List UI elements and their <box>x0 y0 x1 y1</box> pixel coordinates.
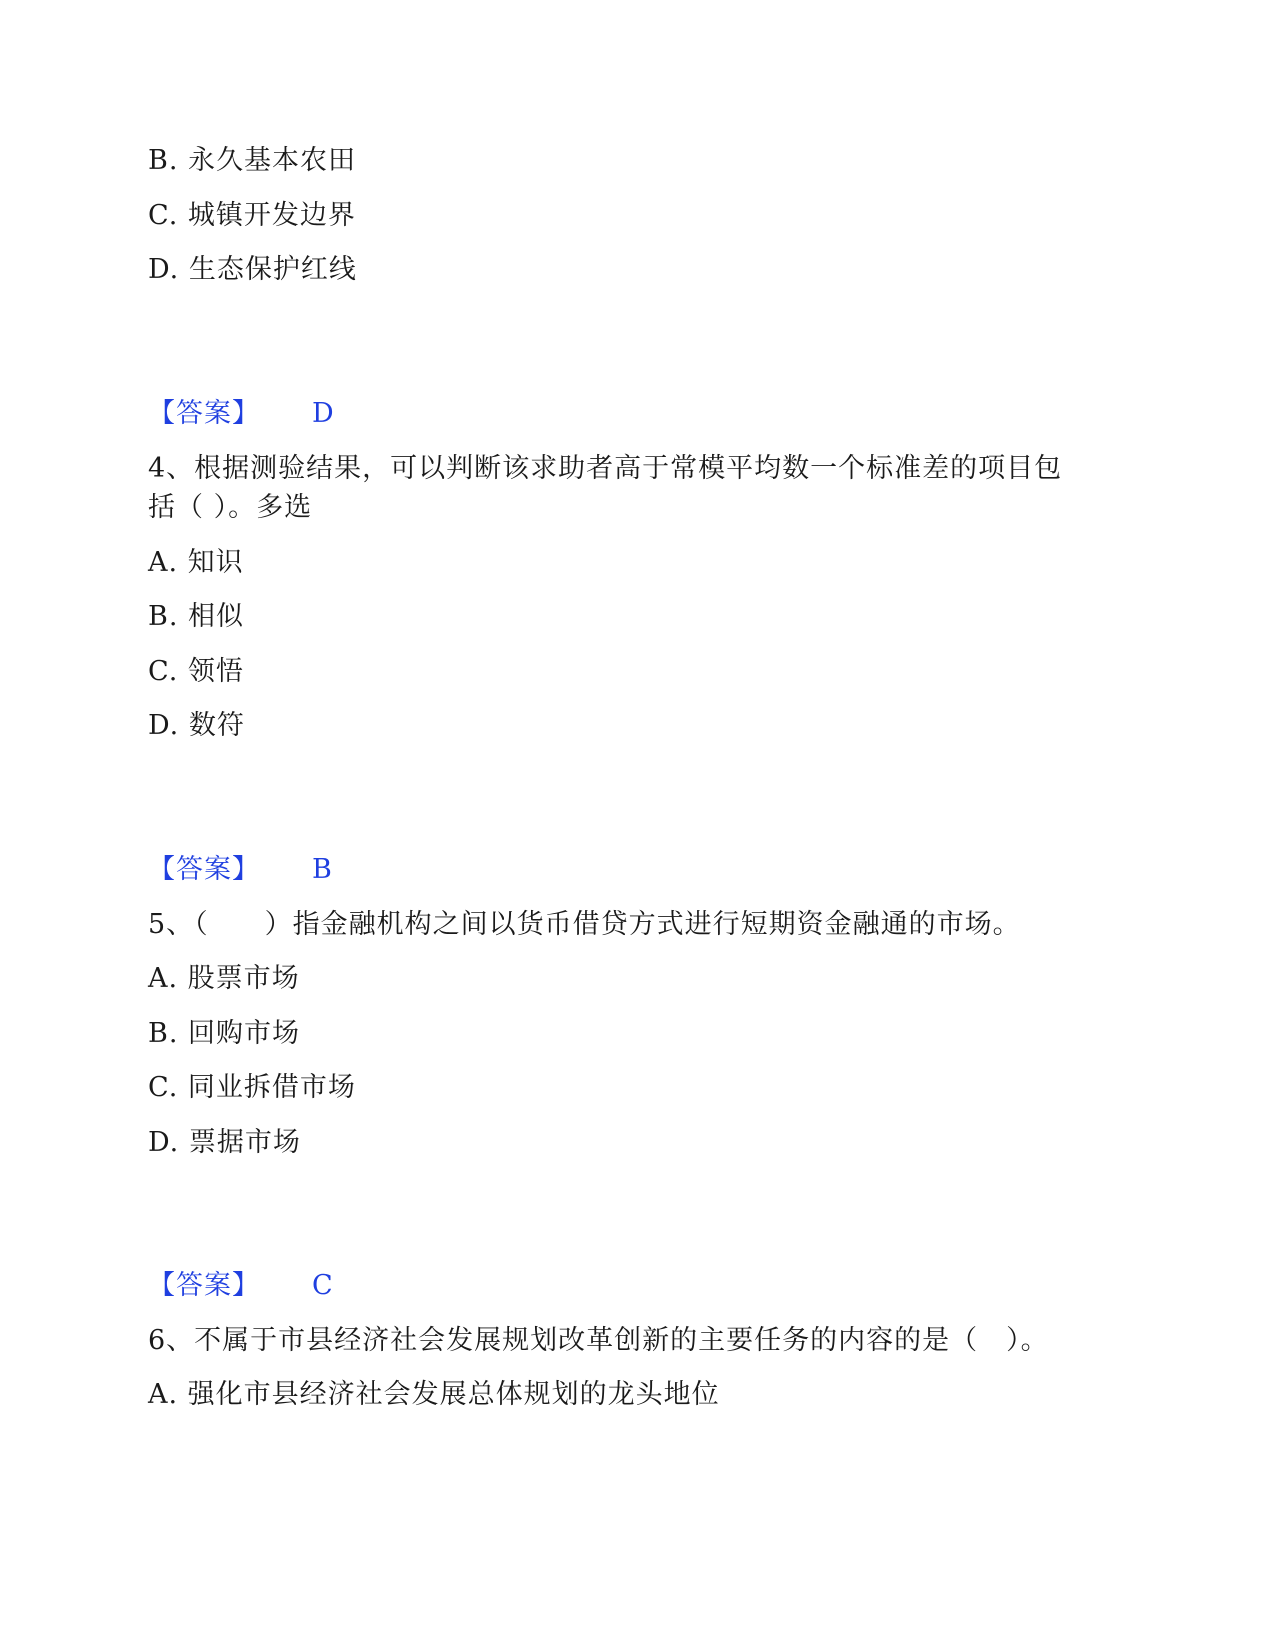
q5-answer-label: 【答案】 <box>148 1270 260 1301</box>
q5-option-c: C. 同业拆借市场 <box>148 1072 356 1103</box>
q4-answer-label: 【答案】 <box>148 854 260 885</box>
q3-answer-value: D <box>312 398 334 429</box>
q3-option-d: D. 生态保护红线 <box>148 254 357 285</box>
q5-answer-value: C <box>312 1270 333 1301</box>
q5-option-d: D. 票据市场 <box>148 1127 301 1158</box>
q4-option-a: A. 知识 <box>148 547 244 578</box>
q5-answer <box>148 1268 333 1304</box>
q3-answer-label: 【答案】 <box>148 398 260 429</box>
q3-option-c: C. 城镇开发边界 <box>148 200 356 231</box>
q6-option-a: A. 强化市县经济社会发展总体规划的龙头地位 <box>148 1379 720 1410</box>
q5-stem: 5、（ ）指金融机构之间以货币借贷方式进行短期资金融通的市场。 <box>148 909 1021 940</box>
q6-stem: 6、不属于市县经济社会发展规划改革创新的主要任务的内容的是（ ）。 <box>148 1325 1049 1356</box>
q4-option-c: C. 领悟 <box>148 656 244 687</box>
q4-option-b: B. 相似 <box>148 601 245 632</box>
q3-answer <box>148 396 334 432</box>
q5-option-b: B. 回购市场 <box>148 1018 301 1049</box>
q3-option-b: B. 永久基本农田 <box>148 145 357 176</box>
q4-answer <box>148 852 332 888</box>
q4-answer-value: B <box>312 854 332 885</box>
q4-option-d: D. 数符 <box>148 710 245 741</box>
q4-stem-line2: 括（ ）。多选 <box>148 492 313 523</box>
q5-option-a: A. 股票市场 <box>148 963 300 994</box>
q4-stem-line1: 4、根据测验结果，可以判断该求助者高于常模平均数一个标准差的项目包 <box>148 453 1063 484</box>
